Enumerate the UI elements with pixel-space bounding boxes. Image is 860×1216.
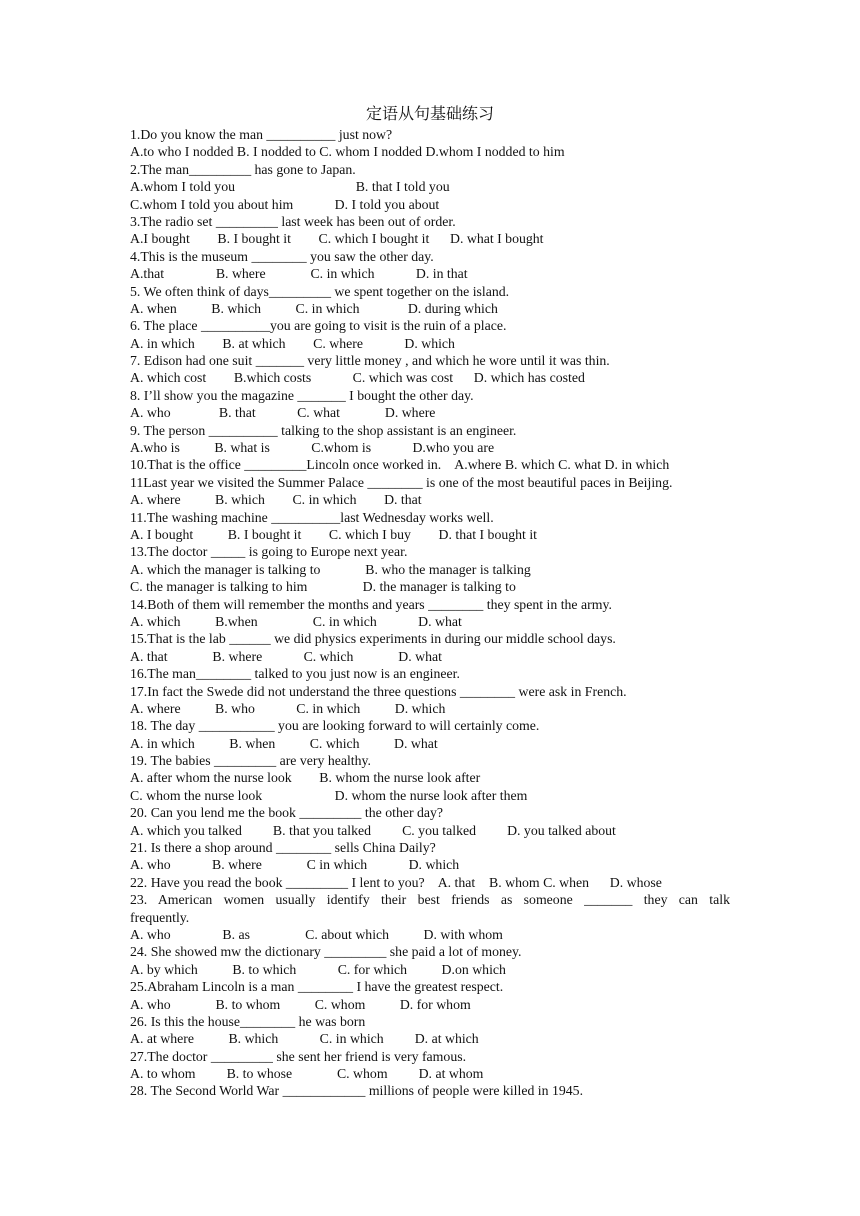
question-line: 23. American women usually identify their best friends as someone _______ they can talk	[130, 892, 730, 908]
options-line: A. who B. where C in which D. which	[130, 857, 460, 873]
question-line: 16.The man________ talked to you just now is an engineer.	[130, 666, 460, 682]
question-line: 6. The place __________you are going to visit is the ruin of a place.	[130, 318, 507, 334]
options-line: A. who B. as C. about which D. with whom	[130, 926, 503, 942]
question-line: 13.The doctor _____ is going to Europe next year.	[130, 544, 408, 560]
question-line: 3.The radio set _________ last week has been out of order.	[130, 213, 456, 229]
options-line: A. where B. who C. in which D. which	[130, 700, 446, 716]
question-line: 27.The doctor _________ she sent her friend is very famous.	[130, 1048, 467, 1064]
question-line: 28. The Second World War ____________ millions of people were killed in 1945.	[130, 1083, 584, 1099]
question-line: 10.That is the office _________Lincoln once worked in. A.where B. which C. what D. in which	[130, 457, 670, 473]
question-line: 17.In fact the Swede did not understand the three questions ________ were ask in French.	[130, 683, 627, 699]
options-line: A.that B. where C. in which D. in that	[130, 266, 468, 282]
question-line: 11.The washing machine __________last Wednesday works well.	[130, 509, 494, 525]
question-line: 19. The babies _________ are very healthy.	[130, 753, 371, 769]
question-line: 1.Do you know the man __________ just now?	[130, 127, 393, 142]
options-line: A. which you talked B. that you talked C. you talked D. you talked about	[130, 822, 616, 838]
options-line: A. which cost B.which costs C. which was cost D. which has costed	[130, 370, 585, 386]
options-line: C. whom the nurse look D. whom the nurse look after them	[130, 787, 528, 803]
options-line: A. in which B. when C. which D. what	[130, 735, 438, 751]
options-line: A. when B. which C. in which D. during which	[130, 300, 498, 316]
question-line: 24. She showed mw the dictionary _________ she paid a lot of money.	[130, 944, 522, 960]
question-line: 11Last year we visited the Summer Palace ________ is one of the most beautiful paces in Beijing.	[130, 474, 673, 490]
question-line: 21. Is there a shop around ________ sells China Daily?	[130, 840, 436, 856]
question-line: 2.The man_________ has gone to Japan.	[130, 161, 356, 177]
options-line: A. I bought B. I bought it C. which I buy D. that I bought it	[130, 526, 537, 542]
options-line: A. in which B. at which C. where D. which	[130, 335, 455, 351]
exercise-list	[130, 126, 730, 1100]
options-line: A.to who I nodded B. I nodded to C. whom I nodded D.whom I nodded to him	[130, 144, 565, 160]
options-line: A. who B. that C. what D. where	[130, 405, 436, 421]
options-line: A. by which B. to which C. for which D.on which	[130, 961, 506, 977]
options-line: A.whom I told you B. that I told you	[130, 179, 450, 195]
options-line: C. the manager is talking to him D. the manager is talking to	[130, 579, 516, 595]
options-line: A. at where B. which C. in which D. at which	[130, 1031, 479, 1047]
options-line: A. who B. to whom C. whom D. for whom	[130, 996, 471, 1012]
options-line: A. which the manager is talking to B. who the manager is talking	[130, 561, 531, 577]
question-line: 7. Edison had one suit _______ very little money , and which he wore until it was thin.	[130, 353, 610, 369]
options-line: A.who is B. what is C.whom is D.who you are	[130, 440, 495, 456]
question-line: 26. Is this the house________ he was born	[130, 1013, 366, 1029]
options-line: A. to whom B. to whose C. whom D. at whom	[130, 1066, 484, 1082]
question-line: 25.Abraham Lincoln is a man ________ I have the greatest respect.	[130, 979, 504, 995]
page-title: 定语从句基础练习	[365, 106, 494, 123]
question-line: 4.This is the museum ________ you saw the other day.	[130, 248, 434, 264]
question-line: frequently.	[130, 909, 190, 925]
question-line: 22. Have you read the book _________ I lent to you? A. that B. whom C. when D. whose	[130, 874, 662, 890]
options-line: A. after whom the nurse look B. whom the nurse look after	[130, 770, 481, 786]
question-line: 8. I’ll show you the magazine _______ I bought the other day.	[130, 387, 474, 403]
question-line: 14.Both of them will remember the months and years ________ they spent in the army.	[130, 596, 612, 612]
question-line: 9. The person __________ talking to the shop assistant is an engineer.	[130, 422, 517, 438]
options-line: A. where B. which C. in which D. that	[130, 492, 422, 508]
question-line: 20. Can you lend me the book _________ the other day?	[130, 805, 444, 821]
question-line: 5. We often think of days_________ we spent together on the island.	[130, 283, 510, 299]
options-line: A. which B.when C. in which D. what	[130, 613, 462, 629]
question-line: 18. The day ___________ you are looking forward to will certainly come.	[130, 718, 540, 734]
options-line: A.I bought B. I bought it C. which I bought it D. what I bought	[130, 231, 544, 247]
options-line: C.whom I told you about him D. I told you about	[130, 196, 440, 212]
question-line: 15.That is the lab ______ we did physics experiments in during our middle school days.	[130, 631, 616, 647]
options-line: A. that B. where C. which D. what	[130, 648, 442, 664]
